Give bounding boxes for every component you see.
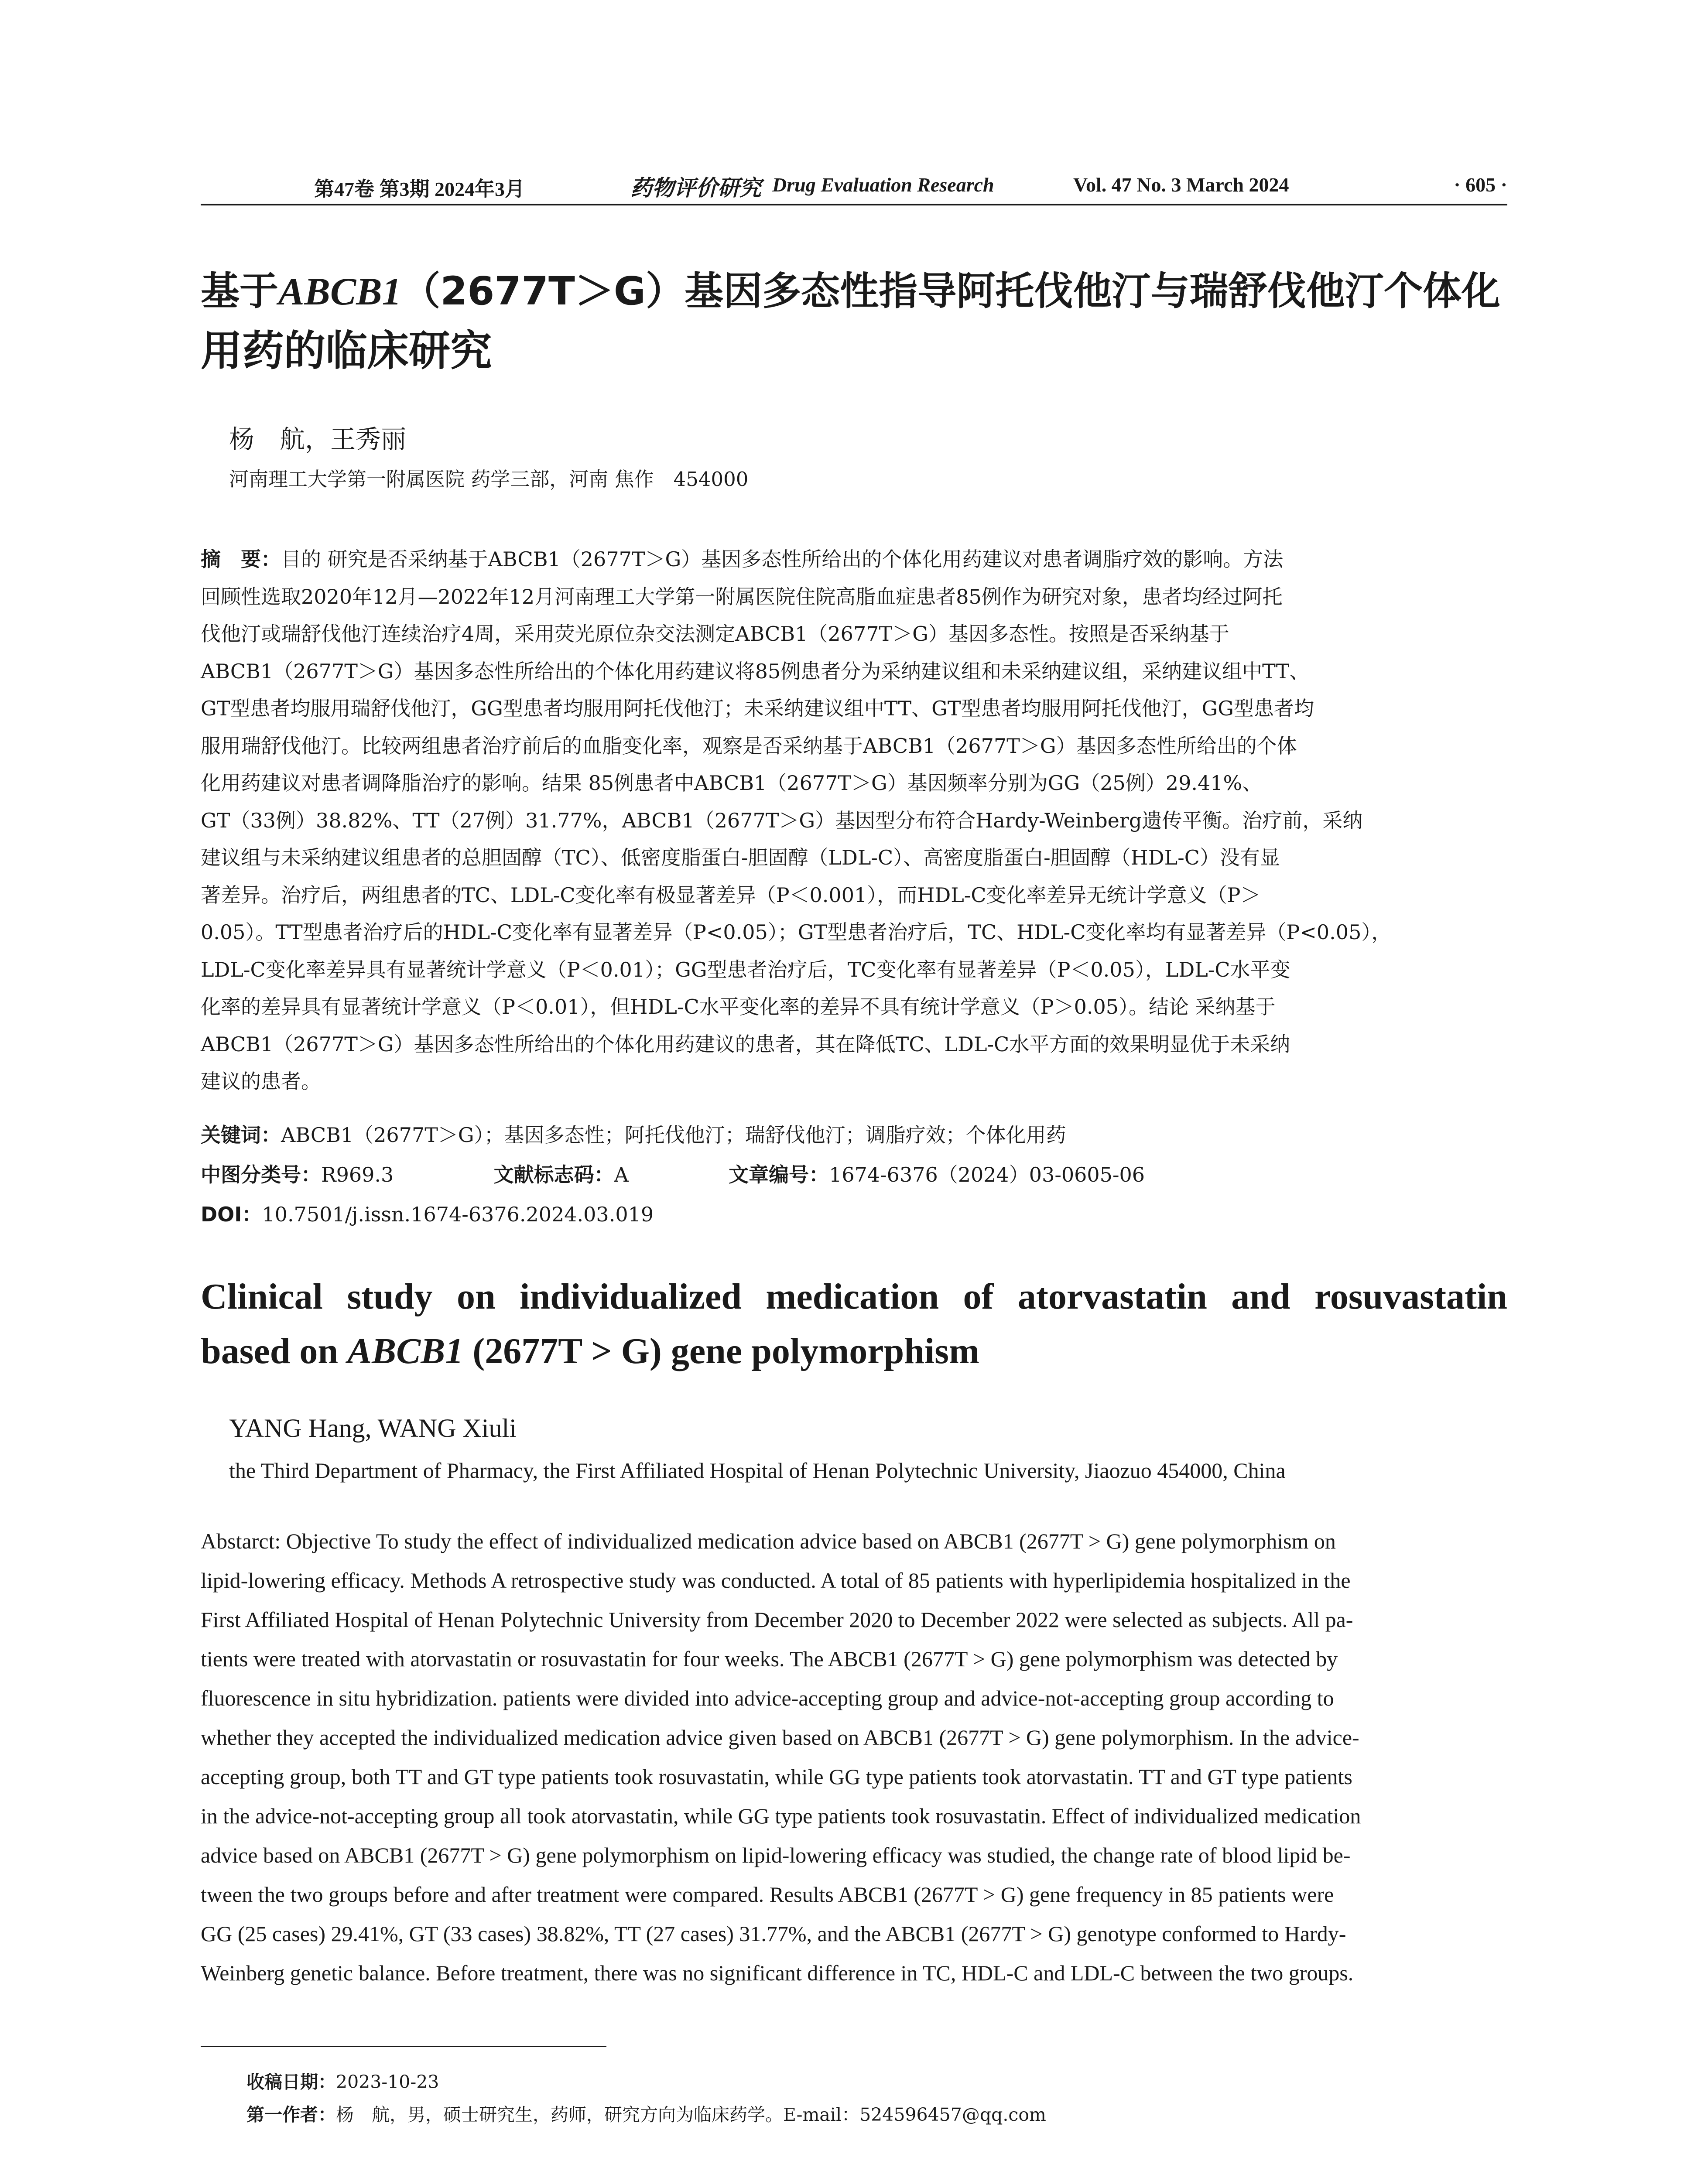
- doi-value: 10.7501/j.issn.1674-6376.2024.03.019: [262, 1203, 654, 1226]
- footnote-rule: [201, 2046, 606, 2047]
- clc-number: R969.3: [321, 1163, 394, 1186]
- abstract-en-line: First Affiliated Hospital of Henan Polytechnic University from December 2020 to December 2022 were selected as subjects. All pa-: [201, 1607, 1353, 1632]
- issue-info-cn: 第47卷 第3期 2024年3月: [314, 178, 525, 200]
- received-date: 收稿日期：2023-10-23: [246, 2072, 439, 2092]
- title-en-line-1: Clinical study on individualized medication of atorvastatin and rosuvastatin: [201, 1276, 1507, 1317]
- affiliation-en: the Third Department of Pharmacy, the First Affiliated Hospital of Henan Polytechnic University, Jiaozuo 454000, China: [229, 1458, 1286, 1483]
- gene-name: ABCB1: [278, 270, 402, 313]
- abstract-cn-line: GT型患者均服用瑞舒伐他汀，GG型患者均服用阿托伐他汀；未采纳建议组中TT、GT型患者均服用阿托伐他汀，GG型患者均: [201, 697, 1314, 720]
- abstract-en-line: tients were treated with atorvastatin or rosuvastatin for four weeks. The ABCB1 (2677T > G) gene polymorphism was detected by: [201, 1647, 1338, 1671]
- page-number: · 605 ·: [1454, 174, 1507, 196]
- keywords-text: ABCB1（2677T＞G）；基因多态性；阿托伐他汀；瑞舒伐他汀；调脂疗效；个体化用药: [281, 1123, 1066, 1147]
- abstract-cn-line: LDL-C变化率差异具有显著统计学意义（P＜0.01）；GG型患者治疗后，TC变化率有显著差异（P＜0.05），LDL-C水平变: [201, 957, 1290, 981]
- abstract-en-line: tween the two groups before and after treatment were compared. Results ABCB1 (2677T > G) gene frequency in 85 patients were: [201, 1882, 1334, 1907]
- abstract-en-line: GG (25 cases) 29.41%, GT (33 cases) 38.82%, TT (27 cases) 31.77%, and the ABCB1 (2677T > G) genotype conformed to Hardy-: [201, 1921, 1346, 1946]
- keywords-label: 关键词：: [201, 1123, 281, 1147]
- doi-line: DOI：10.7501/j.issn.1674-6376.2024.03.019: [201, 1203, 654, 1226]
- title-cn-line-1: 基于ABCB1（2677T＞G）基因多态性指导阿托伐他汀与瑞舒伐他汀个体化: [201, 269, 1501, 314]
- article-number: 1674-6376（2024）03-0605-06: [829, 1163, 1145, 1186]
- abstract-cn-line: 建议的患者。: [201, 1070, 321, 1093]
- volume-info-en: Vol. 47 No. 3 March 2024: [1073, 174, 1289, 196]
- authors-en: YANG Hang, WANG Xiuli: [229, 1414, 517, 1443]
- abstract-cn-line: 0.05）。TT型患者治疗后的HDL-C变化率有显著差异（P<0.05）；GT型患者治疗后，TC、HDL-C变化率均有显著差异（P<0.05），: [201, 920, 1392, 944]
- abstract-en-line: accepting group, both TT and GT type patients took rosuvastatin, while GG type patients took atorvastatin. TT and GT type patients: [201, 1764, 1352, 1789]
- abstract-cn-line: 化用药建议对患者调降脂治疗的影响。结果 85例患者中ABCB1（2677T＞G）基因频率分别为GG（25例）29.41%、: [201, 771, 1263, 795]
- abstract-cn-label: 摘 要：: [201, 547, 281, 571]
- abstract-en-line: lipid-lowering efficacy. Methods A retrospective study was conducted. A total of 85 patients with hyperlipidemia hospitalized in the: [201, 1568, 1351, 1593]
- authors-cn: 杨 航，王秀丽: [229, 424, 407, 454]
- abstract-en-line: whether they accepted the individualized medication advice given based on ABCB1 (2677T > G) gene polymorphism. In the advice-: [201, 1725, 1359, 1750]
- abstract-en-line: Weinberg genetic balance. Before treatment, there was no significant difference in TC, HDL-C and LDL-C between the two groups.: [201, 1961, 1354, 1985]
- journal-name-en: Drug Evaluation Research: [772, 174, 994, 196]
- abstract-en-line: in the advice-not-accepting group all took atorvastatin, while GG type patients took rosuvastatin. Effect of individualized medication: [201, 1804, 1361, 1828]
- abstract-en: [201, 1521, 1507, 1993]
- first-author-note: 第一作者：杨 航，男，硕士研究生，药师，研究方向为临床药学。E-mail：524596457@qq.com: [246, 2104, 1046, 2125]
- abstract-cn-line: ABCB1（2677T＞G）基因多态性所给出的个体化用药建议将85例患者分为采纳建议组和未采纳建议组，采纳建议组中TT、: [201, 659, 1310, 683]
- abstract-cn-line: GT（33例）38.82%、TT（27例）31.77%，ABCB1（2677T＞G）基因型分布符合Hardy-Weinberg遗传平衡。治疗前，采纳: [201, 808, 1363, 832]
- abstract-cn-line: 伐他汀或瑞舒伐他汀连续治疗4周，采用荧光原位杂交法测定ABCB1（2677T＞G）基因多态性。按照是否采纳基于: [201, 622, 1229, 646]
- abstract-en-line: advice based on ABCB1 (2677T > G) gene polymorphism on lipid-lowering efficacy was studied, the change rate of blood lipid be-: [201, 1843, 1351, 1867]
- gene-name: ABCB1: [347, 1331, 464, 1371]
- abstract-cn-line: 化率的差异具有显著统计学意义（P＜0.01），但HDL-C水平变化率的差异不具有统计学意义（P＞0.05）。结论 采纳基于: [201, 995, 1276, 1019]
- abstract-en-line: Abstarct: Objective To study the effect of individualized medication advice based on ABCB1 (2677T > G) gene polymorphism on: [201, 1529, 1336, 1553]
- journal-logo: 药物评价研究: [630, 175, 761, 201]
- title-cn-line-2: 用药的临床研究: [201, 327, 492, 375]
- title-cn: [201, 262, 1509, 381]
- document-code: A: [614, 1163, 629, 1186]
- abstract-cn-line: 建议组与未采纳建议组患者的总胆固醇（TC）、低密度脂蛋白-胆固醇（LDL-C）、高密度脂蛋白-胆固醇（HDL-C）没有显: [201, 846, 1280, 869]
- abstract-cn-line: 著差异。治疗后，两组患者的TC、LDL-C变化率有极显著差异（P＜0.001），而HDL-C变化率差异无统计学意义（P＞: [201, 883, 1261, 907]
- abstract-en-line: fluorescence in situ hybridization. patients were divided into advice-accepting group and advice-not-accepting group according to: [201, 1686, 1334, 1710]
- keywords-cn: [201, 1119, 1066, 1148]
- header-rule: [201, 204, 1507, 205]
- running-header: [201, 168, 1507, 203]
- title-en: [201, 1269, 1507, 1378]
- abstract-cn-line: ABCB1（2677T＞G）基因多态性所给出的个体化用药建议的患者，其在降低TC、LDL-C水平方面的效果明显优于未采纳: [201, 1032, 1290, 1056]
- abstract-cn: [201, 541, 1507, 1101]
- abstract-cn-line: 回顾性选取2020年12月—2022年12月河南理工大学第一附属医院住院高脂血症患者85例作为研究对象，患者均经过阿托: [201, 585, 1283, 608]
- title-en-line-2: based on ABCB1 (2677T > G) gene polymorphism: [201, 1331, 979, 1371]
- abstract-cn-line: 服用瑞舒伐他汀。比较两组患者治疗前后的血脂变化率，观察是否采纳基于ABCB1（2677T＞G）基因多态性所给出的个体: [201, 734, 1297, 758]
- abstract-cn-line: 摘 要：目的 研究是否采纳基于ABCB1（2677T＞G）基因多态性所给出的个体化用药建议对患者调脂疗效的影响。方法: [201, 547, 1284, 571]
- classification-line: 中图分类号：R969.3 文献标志码：A 文章编号：1674-6376（2024）03-0605-06: [201, 1163, 1145, 1186]
- affiliation-cn: 河南理工大学第一附属医院 药学三部，河南 焦作 454000: [229, 468, 749, 491]
